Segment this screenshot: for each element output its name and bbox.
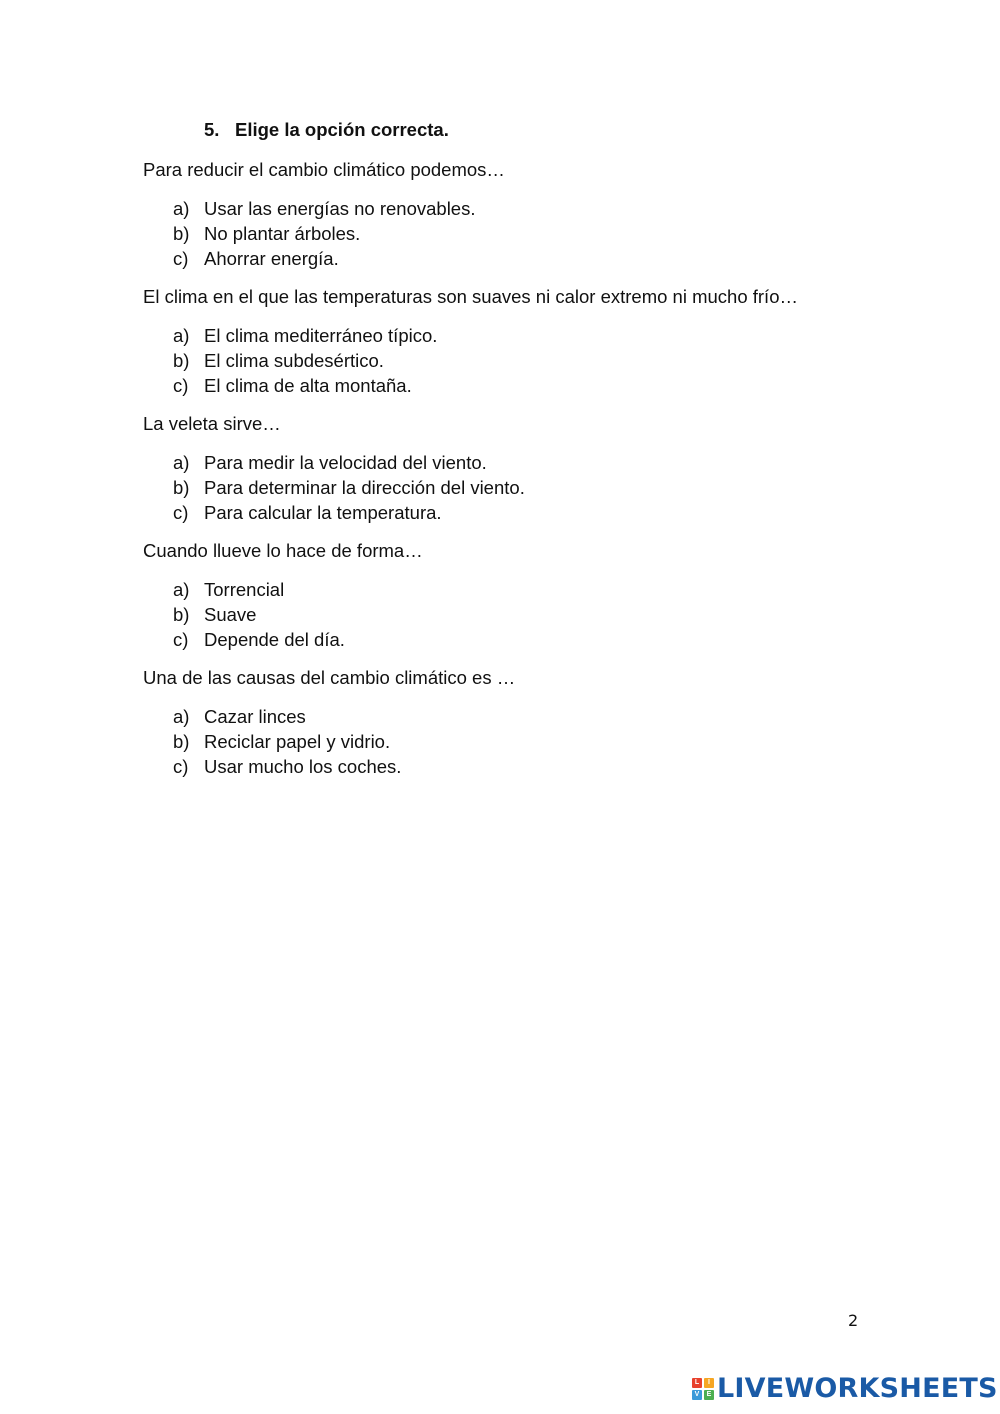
logo-tile: E [704, 1390, 714, 1400]
option-letter: a) [173, 325, 190, 346]
question-prompt: La veleta sirve… [143, 413, 281, 434]
option-item[interactable] [173, 450, 525, 475]
option-text: Cazar linces [204, 706, 306, 727]
option-text: El clima mediterráneo típico. [204, 325, 438, 346]
option-letter: b) [173, 477, 190, 498]
option-text: Usar mucho los coches. [204, 756, 402, 777]
option-list [173, 323, 437, 398]
page-number: 2 [848, 1311, 859, 1330]
liveworksheets-logo [692, 1373, 998, 1404]
exercise-number: 5. [204, 119, 220, 140]
option-text: Torrencial [204, 579, 285, 600]
option-letter: b) [173, 731, 190, 752]
option-letter: c) [173, 248, 189, 269]
option-list [173, 577, 345, 652]
option-text: Depende del día. [204, 629, 345, 650]
option-text: Usar las energías no renovables. [204, 198, 476, 219]
option-text: El clima de alta montaña. [204, 375, 412, 396]
option-letter: b) [173, 223, 190, 244]
option-text: El clima subdesértico. [204, 350, 384, 371]
option-text: Para medir la velocidad del viento. [204, 452, 487, 473]
option-item[interactable] [173, 577, 345, 602]
option-list [173, 196, 475, 271]
option-letter: b) [173, 604, 190, 625]
option-text: Ahorrar energía. [204, 248, 339, 269]
option-text: Para determinar la dirección del viento. [204, 477, 525, 498]
option-item[interactable] [173, 754, 401, 779]
question-prompt: Para reducir el cambio climático podemos… [143, 159, 505, 180]
logo-tile: V [692, 1390, 702, 1400]
logo-tile: I [704, 1378, 714, 1388]
option-text: Suave [204, 604, 257, 625]
option-list [173, 450, 525, 525]
option-letter: a) [173, 706, 190, 727]
logo-text: LIVEWORKSHEETS [717, 1373, 998, 1404]
option-item[interactable] [173, 627, 345, 652]
option-item[interactable] [173, 373, 437, 398]
option-item[interactable] [173, 221, 475, 246]
option-letter: a) [173, 452, 190, 473]
option-text: Reciclar papel y vidrio. [204, 731, 391, 752]
option-text: No plantar árboles. [204, 223, 361, 244]
option-item[interactable] [173, 475, 525, 500]
option-letter: a) [173, 579, 190, 600]
option-letter: c) [173, 629, 189, 650]
option-item[interactable] [173, 704, 401, 729]
logo-tile: L [692, 1378, 702, 1388]
option-item[interactable] [173, 196, 475, 221]
exercise-title: Elige la opción correcta. [235, 119, 449, 140]
option-letter: c) [173, 375, 189, 396]
option-item[interactable] [173, 348, 437, 373]
option-item[interactable] [173, 246, 475, 271]
option-text: Para calcular la temperatura. [204, 502, 442, 523]
question-prompt: Cuando llueve lo hace de forma… [143, 540, 423, 561]
option-letter: c) [173, 502, 189, 523]
exercise-heading [204, 119, 449, 141]
option-letter: c) [173, 756, 189, 777]
option-letter: b) [173, 350, 190, 371]
option-item[interactable] [173, 500, 525, 525]
option-item[interactable] [173, 323, 437, 348]
option-list [173, 704, 401, 779]
question-prompt: Una de las causas del cambio climático es … [143, 667, 516, 688]
option-item[interactable] [173, 602, 345, 627]
question-prompt: El clima en el que las temperaturas son suaves ni calor extremo ni mucho frío… [143, 286, 798, 307]
option-item[interactable] [173, 729, 401, 754]
option-letter: a) [173, 198, 190, 219]
logo-icon [692, 1378, 714, 1400]
